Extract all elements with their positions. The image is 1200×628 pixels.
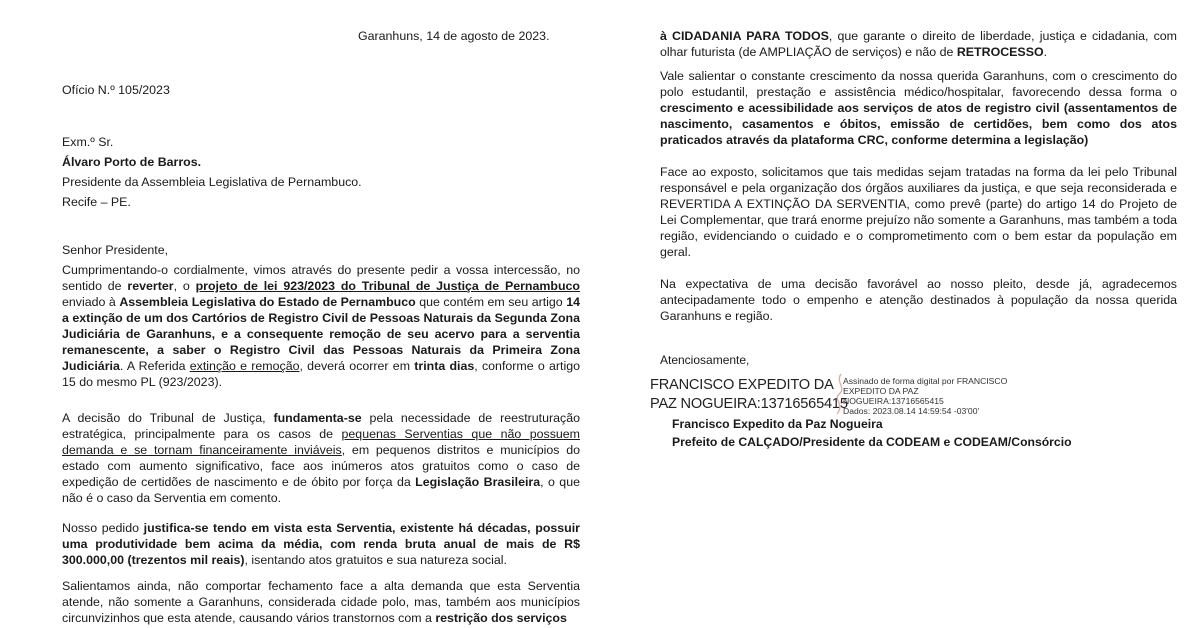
- paragraph-expectation: Na expectativa de uma decisão favorável ao nosso pleito, desde já, agradecemos antecipadamente todo o empenho e atenção destinados à população da nossa querida Garanhuns e região.: [660, 277, 1177, 323]
- paragraph-demand: [62, 578, 580, 626]
- date-line: Garanhuns, 14 de agosto de 2023.: [358, 29, 550, 43]
- digital-signature-details: [843, 376, 1010, 416]
- text-run: Salientamos ainda, não comportar fechamento face a alta demanda que esta Serventia atende, não somente a Garanhuns, considerada cidade polo, mas, também aos municípios circunvizinhos que esta atende, causando vários transtornos com a: [62, 579, 580, 625]
- text-run: , conforme o artigo 15 do mesmo PL (923/2023).: [62, 359, 580, 389]
- signature-detail-line: Assinado de forma digital por FRANCISCO: [843, 376, 1008, 386]
- paragraph-court-decision: [62, 410, 580, 506]
- recipient-title: Presidente da Assembleia Legislativa de Pernambuco.: [62, 175, 362, 189]
- text-run: Vale salientar o constante crescimento da nossa querida Garanhuns, com o crescimento do polo estudantil, prestação e assistência médico/hospitalar, favorecendo dessa forma o: [660, 69, 1177, 99]
- text-run: Cumprimentando-o cordialmente, vimos através do presente pedir a vossa intercessão, no sentido de: [62, 263, 580, 293]
- text-run-underlined: pequenas Serventias que não possuem demanda e se tornam financeiramente inviáveis: [62, 427, 581, 457]
- signature-name-line: PAZ NOGUEIRA:13716565415: [650, 396, 848, 412]
- text-run: . A Referida: [119, 359, 190, 373]
- text-run: , o: [173, 279, 196, 293]
- signature-detail-line: EXPEDITO DA PAZ NOGUEIRA:13716565415: [843, 386, 944, 406]
- text-run: , deverá ocorrer em: [299, 359, 415, 373]
- recipient-address: [62, 134, 362, 214]
- paragraph-request: [62, 262, 580, 390]
- digital-signature: [650, 372, 1010, 416]
- text-run: , em pequenos distritos e municípios do estado com aumento significativo, face aos inúmeros atos gratuitos como o caso de expedição de certidões de nascimento e de óbito por força da: [62, 443, 580, 489]
- text-run: , isentando atos gratuitos e sua natureza social.: [244, 553, 507, 567]
- text-run: Nosso pedido: [62, 521, 144, 535]
- text-run-bold: trinta dias: [414, 359, 475, 373]
- paragraph-justification: [62, 520, 580, 568]
- text-run-bold: Legislação Brasileira: [415, 475, 541, 489]
- digital-signature-name: [650, 376, 848, 414]
- signature-name-line: FRANCISCO EXPEDITO DA: [650, 377, 834, 393]
- text-run-bold: à CIDADANIA PARA TODOS: [660, 29, 829, 43]
- text-run: .: [1043, 45, 1048, 59]
- address-salutation: Exm.º Sr.: [62, 135, 114, 149]
- paragraph-citizenship: [660, 28, 1177, 60]
- text-run: A decisão do Tribunal de Justiça,: [62, 411, 274, 425]
- text-run-bold: reverter: [127, 279, 174, 293]
- text-run-bold: restrição dos serviços: [435, 611, 567, 625]
- text-run: que contém em seu artigo: [415, 295, 567, 309]
- text-run: pela necessidade de reestruturação estratégica, principalmente para os casos de: [62, 411, 580, 441]
- signature-detail-line: Dados: 2023.08.14 14:59:54 -03'00': [843, 406, 980, 416]
- text-run: , que garante o direito de liberdade, justiça e cidadania, com olhar futurista (de AMPLIAÇÃO de serviços) e não de: [660, 29, 1177, 59]
- paragraph-request-reversal: Face ao exposto, solicitamos que tais medidas sejam tratadas na forma da lei pelo Tribunal responsável e pela organização dos órgãos auxiliares da justiça, e que seja reconsiderada e REVERTIDA A EXTINÇÃO DA SERVENTIA, como prevê (parte) do artigo 14 do Projeto de Lei Complementar, que trará enorme prejuízo não somente a Garanhuns, mas também a toda região, evidenciando o cuidado e o comprometimento com o bem estar da população em geral.: [660, 165, 1177, 259]
- signer-name: Francisco Expedito da Paz Nogueira: [672, 417, 883, 431]
- text-run-underlined: extinção e remoção: [189, 359, 300, 373]
- closing: Atenciosamente,: [660, 353, 750, 367]
- text-run: enviado à: [62, 295, 120, 309]
- text-run-bold: fundamenta-se: [273, 411, 362, 425]
- paragraph-growth: [660, 68, 1177, 148]
- text-run-bold: crescimento e acessibilidade aos serviços de atos de registro civil (assentamentos de nascimento, casamentos e óbitos, emissão de certidões, bem como dos atos praticados através da plataforma CRC, conforme determina a legislação): [660, 101, 1177, 147]
- greeting: Senhor Presidente,: [62, 243, 169, 257]
- recipient-name: Álvaro Porto de Barros.: [62, 155, 202, 169]
- letter-page-2: [600, 0, 1200, 628]
- signer-title: Prefeito de CALÇADO/Presidente da CODEAM e CODEAM/Consórcio: [672, 435, 1072, 449]
- text-run-bold: 14 a extinção de um dos Cartórios de Registro Civil de Pessoas Naturais da Segunda Zona Judiciária de Garanhuns, e a consequente remoção de seu acervo para a serventia remanescente, a saber o Registro Civil das Pessoas Naturais da Primeira Zona Judiciária: [62, 295, 580, 373]
- recipient-city: Recife – PE.: [62, 195, 131, 209]
- text-run-bold: justifica-se tendo em vista esta Serventia, existente há décadas, possuir uma produtividade bem acima da média, com renda bruta anual de mais de R$ 300.000,00 (trezentos mil reais): [62, 521, 580, 567]
- text-run-bold: Assembleia Legislativa do Estado de Pernambuco: [119, 295, 416, 309]
- text-run-bold: RETROCESSO: [956, 45, 1044, 59]
- text-run: , o que não é o caso da Serventia em comento.: [62, 475, 580, 505]
- oficio-number: Ofício N.º 105/2023: [62, 83, 170, 97]
- signer-block: [672, 416, 1072, 452]
- bill-reference: projeto de lei 923/2023 do Tribunal de Justiça de Pernambuco: [195, 279, 581, 293]
